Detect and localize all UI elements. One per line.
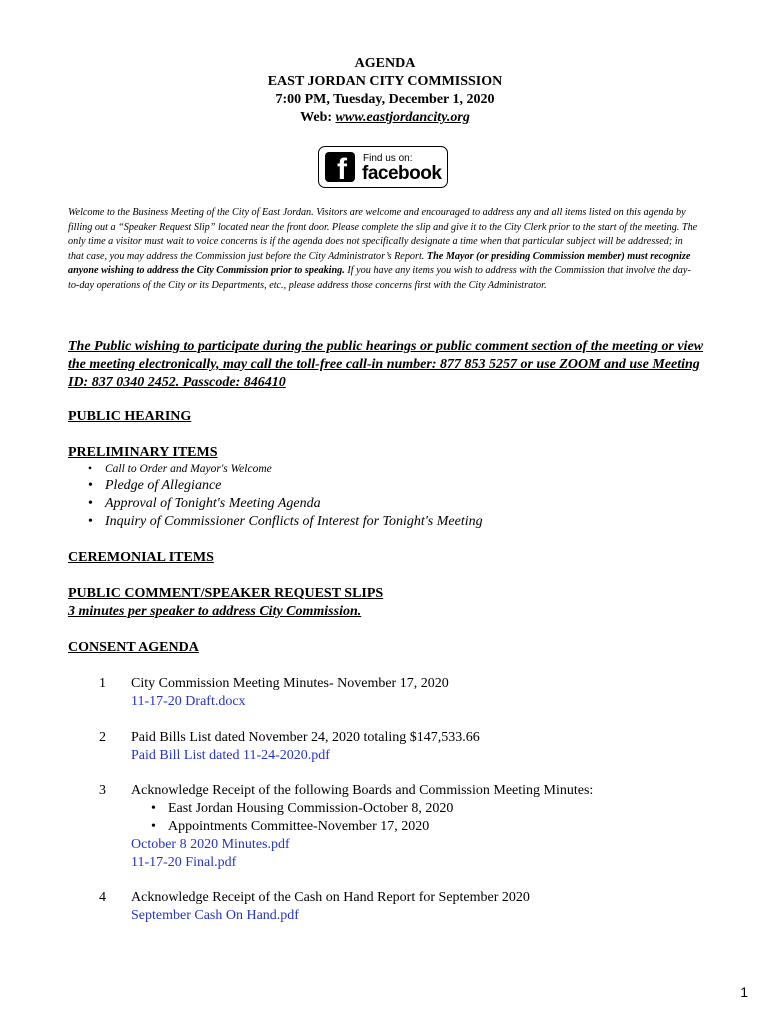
web-label: Web:: [300, 110, 333, 125]
public-participation-notice: The Public wishing to participate during the public hearings or public comment section of the meeting or view the meeting electronically, may call the toll-free call-in number: 877 853 5257 or use ZOOM and use Meeting ID: 837 0340 2452. Passcode: 846410: [68, 339, 704, 390]
facebook-icon: [325, 152, 355, 186]
ceremonial-items-heading: CEREMONIAL ITEMS: [68, 550, 214, 565]
web-line: [0, 109, 770, 127]
consent-item-number: 2: [99, 730, 106, 745]
consent-item-number: 3: [99, 783, 106, 798]
consent-item: [131, 729, 711, 765]
website-link[interactable]: www.eastjordancity.org: [335, 110, 470, 125]
preliminary-items-list: [88, 462, 483, 531]
find-us-label: Find us on:: [363, 153, 413, 164]
consent-item: [131, 889, 711, 925]
welcome-text: Welcome to the Business Meeting of the City of East Jordan. Visitors are welcome and encouraged to address any and all items listed on this agenda by filling out a “Speaker Request Slip” located near the front door. Please complete the slip and give it to the City Clerk prior to the start of the meeting. The only time a visitor must wait to voice concerns is if the agenda does not specifically designate a time when that particular subject will be addressed; in that case, you may address the Commission just before the City Administrator’s Report.: [68, 207, 698, 262]
public-comment-heading: PUBLIC COMMENT/SPEAKER REQUEST SLIPS: [68, 586, 384, 601]
consent-item: [131, 782, 711, 872]
consent-agenda-heading: CONSENT AGENDA: [68, 640, 199, 655]
agenda-title: AGENDA: [354, 56, 416, 71]
facebook-glyph: f: [337, 153, 347, 186]
meeting-datetime: 7:00 PM, Tuesday, December 1, 2020: [275, 92, 495, 107]
agenda-header: [0, 55, 770, 127]
consent-item-number: 4: [99, 890, 106, 905]
consent-item-text: Acknowledge Receipt of the following Boards and Commission Meeting Minutes:: [131, 783, 594, 798]
welcome-paragraph: [68, 206, 700, 294]
list-item: • Call to Order and Mayor's Welcome: [88, 462, 483, 477]
public-comment-subheading: 3 minutes per speaker to address City Commission.: [68, 604, 362, 619]
list-item: • Appointments Committee-November 17, 2020: [151, 818, 711, 836]
list-item: • Approval of Tonight's Meeting Agenda: [88, 495, 483, 513]
list-item: • Pledge of Allegiance: [88, 477, 483, 495]
page-number: 1: [740, 984, 748, 1000]
document-link[interactable]: September Cash On Hand.pdf: [131, 908, 299, 923]
facebook-badge[interactable]: [318, 146, 448, 188]
list-item: • Inquiry of Commissioner Conflicts of Interest for Tonight's Meeting: [88, 513, 483, 531]
consent-item: [131, 675, 711, 711]
minutes-list: [131, 800, 711, 836]
document-link[interactable]: Paid Bill List dated 11-24-2020.pdf: [131, 748, 330, 763]
commission-name: EAST JORDAN CITY COMMISSION: [267, 74, 503, 89]
list-item: • East Jordan Housing Commission-October 8, 2020: [151, 800, 711, 818]
document-link[interactable]: 11-17-20 Final.pdf: [131, 855, 237, 870]
consent-item-text: Paid Bills List dated November 24, 2020 totaling $147,533.66: [131, 730, 480, 745]
consent-item-number: 1: [99, 676, 106, 691]
document-link[interactable]: 11-17-20 Draft.docx: [131, 694, 246, 709]
consent-item-text: City Commission Meeting Minutes- November 17, 2020: [131, 676, 449, 691]
welcome-tail-text: If you have any items you wish to address with the Commission that involve the day-to-day operations of the City or its Departments, etc., please address those concerns first with the City Administrator.: [68, 265, 691, 291]
consent-item-text: Acknowledge Receipt of the Cash on Hand Report for September 2020: [131, 890, 530, 905]
document-link[interactable]: October 8 2020 Minutes.pdf: [131, 837, 290, 852]
welcome-bold-text: The Mayor (or presiding Commission member) must recognize anyone wishing to address the City Commission prior to speaking.: [68, 250, 691, 277]
public-hearing-heading: PUBLIC HEARING: [68, 409, 192, 424]
facebook-wordmark: facebook: [362, 163, 442, 184]
preliminary-items-heading: PRELIMINARY ITEMS: [68, 445, 218, 460]
